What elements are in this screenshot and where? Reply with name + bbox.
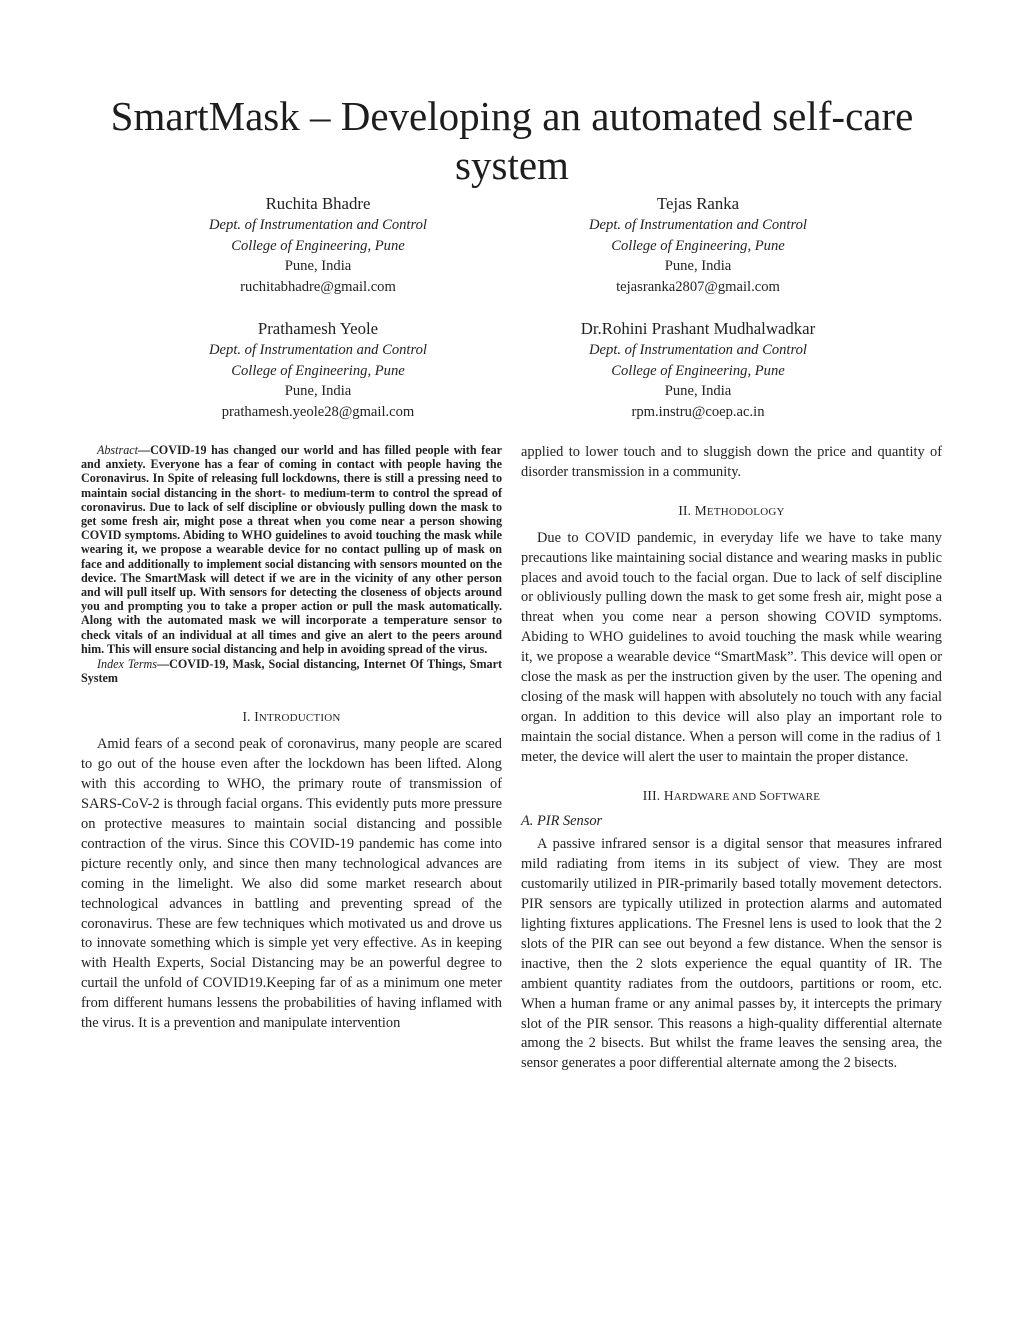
subsection-heading-pir-sensor: A. PIR Sensor — [521, 812, 603, 829]
author-college: College of Engineering, Pune — [231, 237, 405, 254]
author-block — [488, 193, 908, 298]
abstract-text: —COVID-19 has changed our world and has filled people with fear and anxiety. Everyone has a fear of coming in contact with people having the Coronavirus. In Spite of releasing full lockdowns, there is still a pressing need to maintain social distancing in the short- to medium-term to control the spread of coronavirus. Due to lack of self discipline or obviously pulling down the mask to get some fresh air, might pose a threat when you come near a person showing COVID symptoms. Abiding to WHO guidelines to avoid touching the mask while wearing it, we propose a wearable device for no contact pulling up of mask on face and additionally to implement social distancing with sensors mounted on the device. The SmartMask will detect if we are in the vicinity of any other person and will pull itself up. With sensors for detecting the closeness of objects around you and prompting you to take a proper action or pull the mask automatically. Along with the automated mask we will incorporate a temperature sensor to check vitals of an individual at all times and give an alert to the peers around him. This will ensure social distancing and help in avoiding spread of the virus. — [81, 443, 502, 656]
author-block — [108, 193, 528, 298]
author-location: Pune, India — [664, 258, 732, 275]
author-location: Pune, India — [284, 383, 352, 400]
left-column — [81, 443, 502, 1034]
author-dept: Dept. of Instrumentation and Control — [589, 217, 807, 233]
author-dept: Dept. of Instrumentation and Control — [589, 342, 807, 358]
author-location: Pune, India — [284, 258, 352, 275]
intro-paragraph-continued: applied to lower touch and to sluggish down the price and quantity of disorder transmission in a community. — [521, 444, 942, 480]
pir-paragraph: A passive infrared sensor is a digital sensor that measures infrared mild radiating from items in its subject of view. They are most customarily utilized in PIR-primarily based totally movement detectors. PIR sensors are typically utilized in protection alarms and automated lighting fixtures applications. The Fresnel lens is used to look that the 2 slots of the PIR can see out beyond a few distance. When the sensor is inactive, then the 2 slots experience the equal quantity of IR. The ambient quantity radiates from the outdoors, partitions or room, etc. When a human frame or any animal passes by, it intercepts the primary slot of the PIR sensor. This reasons a high-quality differential alternate among the 2 bisects. But whilst the frame leaves the sensing area, the sensor generates a poor differential alternate among the 2 bisects. — [521, 836, 942, 1072]
author-name: Tejas Ranka — [656, 194, 740, 213]
index-terms-label: Index Terms — [97, 657, 157, 672]
author-block — [108, 318, 528, 423]
author-dept: Dept. of Instrumentation and Control — [209, 342, 427, 358]
author-email: tejasranka2807@gmail.com — [616, 279, 780, 296]
author-name: Dr.Rohini Prashant Mudhalwadkar — [580, 319, 816, 338]
author-location: Pune, India — [664, 383, 732, 400]
author-college: College of Engineering, Pune — [611, 362, 785, 379]
author-college: College of Engineering, Pune — [611, 237, 785, 254]
author-name: Prathamesh Yeole — [257, 319, 379, 338]
index-terms — [81, 657, 502, 685]
author-block — [488, 318, 908, 423]
section-heading-introduction: I. INTRODUCTION — [242, 709, 341, 725]
author-email: prathamesh.yeole28@gmail.com — [221, 404, 415, 421]
section-heading-hardware-software: III. HARDWARE AND SOFTWARE — [642, 787, 821, 803]
author-email: rpm.instru@coep.ac.in — [631, 404, 765, 421]
index-terms-text: —COVID-19, Mask, Social distancing, Internet Of Things, Smart System — [81, 657, 502, 686]
intro-paragraph: Amid fears of a second peak of coronavirus, many people are scared to go out of the house even after the lockdown has been lifted. Along with this according to WHO, the primary route of transmission of SARS-CoV-2 is through facial organs. This evidently puts more pressure on protective measures to maintain social distancing and possible contraction of the virus. Since this COVID-19 pandemic has come into picture recently only, and since then many technological advances are coming in the limelight. We also did some market research about technological advances in battling and preventing spread of the coronavirus. These are few techniques which motivated us and drove us to innovate something which is simple yet very effective. As in keeping with Health Experts, Social Distancing may be an powerful degree to curtail the unfold of COVID19.Keeping far of as a minimum one meter from different humans lessens the probabilities of having inflamed with the virus. It is a prevention and manipulate intervention — [81, 736, 502, 1032]
author-name: Ruchita Bhadre — [265, 194, 371, 213]
author-email: ruchitabhadre@gmail.com — [240, 279, 396, 296]
paper-title: SmartMask – Developing an automated self-care system — [110, 93, 914, 188]
author-college: College of Engineering, Pune — [231, 362, 405, 379]
abstract-label: Abstract — [97, 443, 138, 457]
methodology-paragraph: Due to COVID pandemic, in everyday life we have to take many precautions like maintaining social distance and wearing masks in public places and avoid touch to the facial organ. Due to lack of self discipline or obliviously pulling down the mask to get some fresh air, might pose a threat when you come near a person showing COVID symptoms. Abiding to WHO guidelines to avoid touching the mask while wearing it, we propose a wearable device “SmartMask”. This device will open or close the mask as per the instruction given by the user. The opening and closing of the mask will happen with absolutely no touch with any facial organ. In addition to this device will also play an important role to maintain the social distance. When a person will come in the radius of 1 meter, the device will alert the user to maintain the proper distance. — [521, 529, 942, 765]
abstract — [81, 443, 502, 656]
author-dept: Dept. of Instrumentation and Control — [209, 217, 427, 233]
section-heading-methodology: II. METHODOLOGY — [678, 502, 785, 518]
right-column — [521, 443, 942, 1074]
